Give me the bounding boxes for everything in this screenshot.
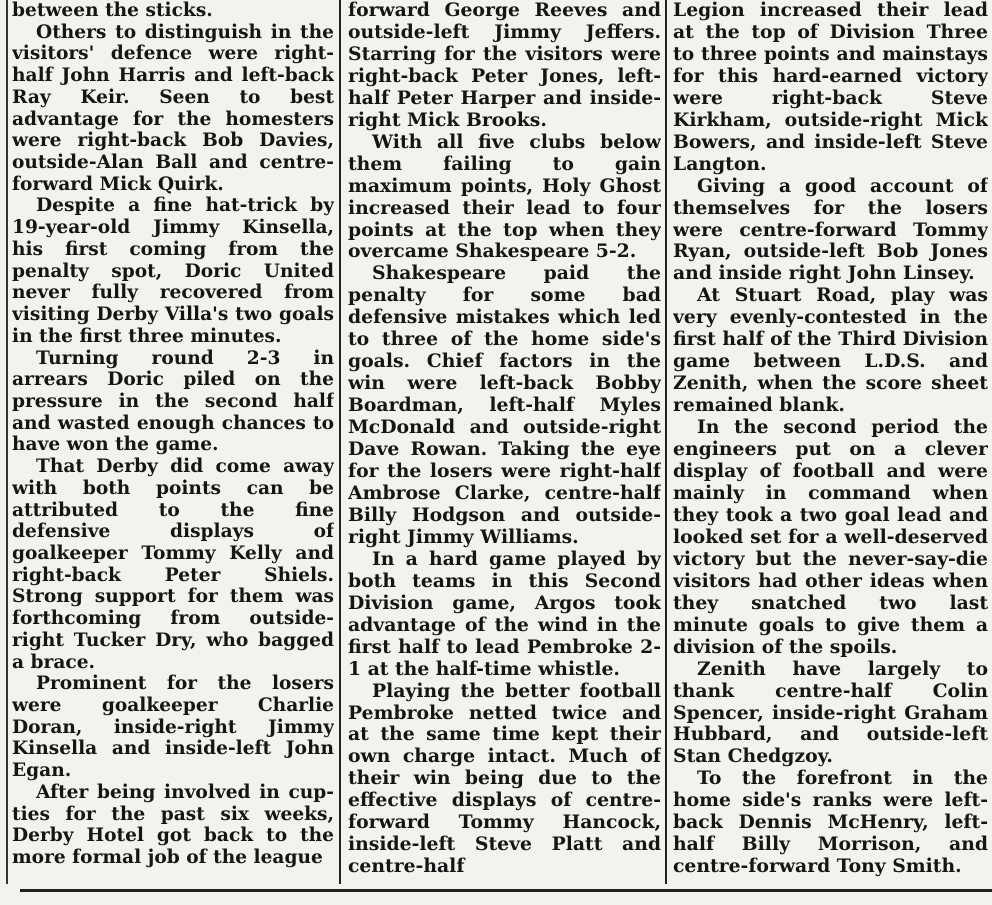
column-1 [12, 0, 334, 884]
paragraph: Playing the better football Pembroke netted twice and at the same time kept their own charge intact. Much of their win being due to the effective displays of centre-forward Tommy Hancock, inside-left Steve Platt and centre-half [348, 679, 661, 878]
column-3 [673, 0, 988, 884]
paragraph: forward George Reeves and outside-left Jimmy Jeffers. Starring for the visitors were right-back Peter Jones, left-half Peter Harper and inside-right Mick Brooks. [348, 0, 661, 131]
paragraph: Turning round 2-3 in arrears Doric piled on the pressure in the second half and wasted enough chances to have won the game. [12, 347, 334, 456]
paragraph: Despite a fine hat-trick by 19-year-old Jimmy Kinsella, his first coming from the penalty spot, Doric United never fully recovered from visiting Derby Villa's two goals in the first three minutes. [12, 195, 334, 347]
paragraph: Shakespeare paid the penalty for some bad defensive mistakes which led to three of the home side's goals. Chief factors in the win were left-back Bobby Boardman, left-half Myles McDonald and outside-right Dave Rowan. Taking the eye for the losers were right-half Ambrose Clarke, centre-half Billy Hodgson and outside-right Jimmy Williams. [348, 262, 661, 548]
paragraph: Others to distinguish in the visitors' defence were right-half John Harris and left-back Ray Keir. Seen to best advantage for the homesters were right-back Bob Davies, outside-Alan Ball and centre-forward Mick Quirk. [12, 21, 334, 195]
paragraph: In the second period the engineers put on a clever display of football and were mainly in command when they took a two goal lead and looked set for a well-deserved victory but the never-say-die visitors had other ideas when they snatched two last minute goals to give them a division of the spoils. [673, 416, 988, 658]
paragraph: between the sticks. [12, 0, 213, 21]
column-divider [665, 0, 667, 884]
paragraph: Legion increased their lead at the top of Division Three to three points and mainstays for this hard-earned victory were right-back Steve Kirkham, outside-right Mick Bowers, and inside-left Steve Langton. [673, 0, 988, 175]
column-divider [339, 0, 341, 884]
paragraph: At Stuart Road, play was very evenly-contested in the first half of the Third Division game between L.D.S. and Zenith, when the score sheet remained blank. [673, 284, 988, 417]
paragraph: Zenith have largely to thank centre-half Colin Spencer, inside-right Graham Hubbard, and outside-left Stan Chedgzoy. [673, 657, 988, 768]
left-border-rule [6, 0, 8, 884]
paragraph: In a hard game played by both teams in this Second Division game, Argos took advantage of the wind in the first half to lead Pembroke 2-1 at the half-time whistle. [348, 547, 661, 680]
paragraph: Giving a good account of themselves for the losers were centre-forward Tommy Ryan, outside-left Bob Jones and inside right John Linsey. [673, 174, 988, 285]
paragraph: With all five clubs below them failing to gain maximum points, Holy Ghost increased their lead to four points at the top when they overcame Shakespeare 5-2. [348, 130, 661, 263]
paragraph: Prominent for the losers were goalkeeper Charlie Doran, inside-right Jimmy Kinsella and inside-left John Egan. [12, 673, 334, 782]
column-2 [348, 0, 661, 884]
bottom-rule [20, 889, 992, 892]
paragraph: After being involved in cup-ties for the past six weeks, Derby Hotel got back to the more formal job of the league [12, 781, 334, 869]
paragraph: To the forefront in the home side's ranks were left-back Dennis McHenry, left-half Billy Morrison, and centre-forward Tony Smith. [673, 767, 988, 878]
paragraph: That Derby did come away with both points can be attributed to the fine defensive displays of goalkeeper Tommy Kelly and right-back Peter Shiels. Strong support for them was forthcoming from outside-right Tucker Dry, who bagged a brace. [12, 456, 334, 673]
